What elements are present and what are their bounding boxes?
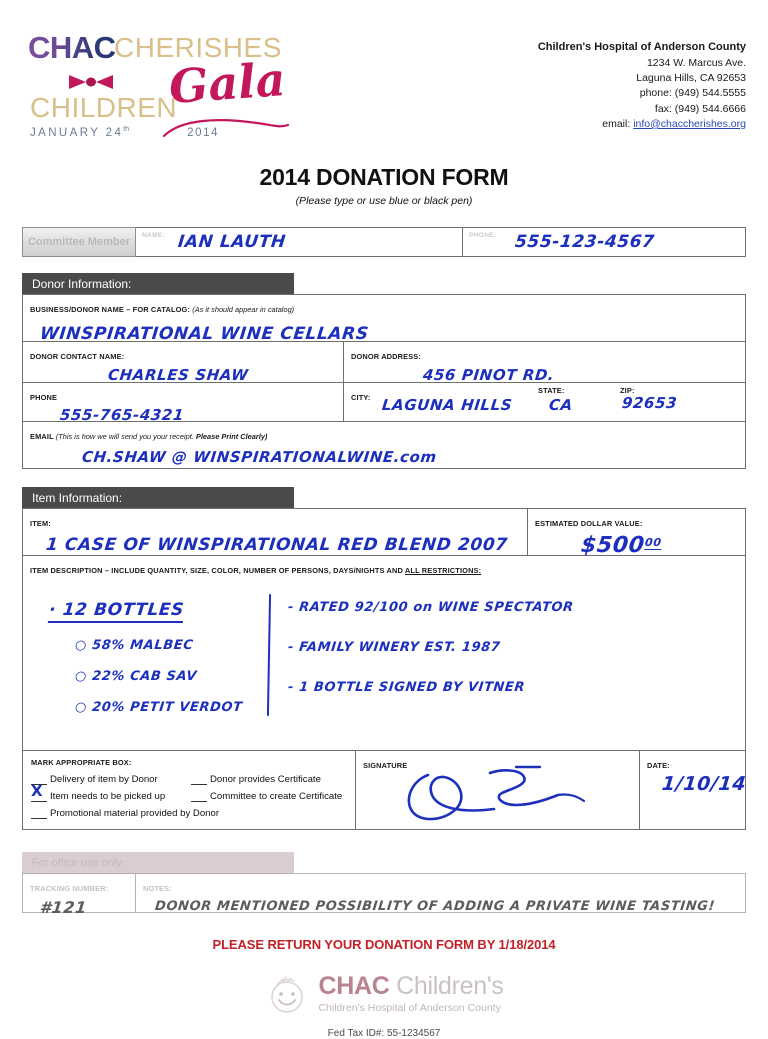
mark-option-committee-creates-certificate[interactable] (191, 791, 342, 802)
tracking-number-label: TRACKING NUMBER: (30, 884, 109, 893)
bowtie-icon (68, 72, 114, 92)
hospital-name: Children's Hospital of Anderson County (537, 41, 746, 53)
donor-zip-value: 92653 (621, 394, 679, 412)
item-description-block (23, 555, 745, 750)
item-name-value: 1 CASE OF WINSPIRATIONAL RED BLEND 2007 (44, 535, 509, 555)
donor-address-value: 456 PINOT RD. (422, 366, 556, 384)
desc-left-item-1: ○ 58% MALBEC (74, 638, 195, 653)
smiley-face-icon (264, 970, 310, 1016)
donor-contact-name-label: DONOR CONTACT NAME: (30, 352, 125, 361)
mark-option-row (31, 782, 355, 802)
committee-phone-label: PHONE: (469, 232, 497, 239)
desc-left-line (75, 636, 242, 654)
logo-date-month: JANUARY 24 (30, 126, 124, 139)
tracking-number-field[interactable] (23, 874, 135, 917)
estimated-value-amount: $500 (579, 533, 646, 558)
logo-children-text: CHILDREN (30, 92, 178, 123)
hospital-street: 1234 W. Marcus Ave. (646, 56, 746, 69)
return-deadline-note: PLEASE RETURN YOUR DONATION FORM BY 1/18/2014 (212, 937, 556, 952)
handwritten-divider-line (267, 594, 271, 716)
donor-email-value: CH.SHAW @ WINSPIRATIONALWINE.com (81, 448, 438, 466)
page-subtitle: (Please type or use blue or black pen) (295, 195, 473, 207)
mark-appropriate-box-group (23, 751, 355, 829)
item-fields-box (22, 508, 746, 830)
office-fields-box (22, 873, 746, 917)
donor-fields-box (22, 294, 746, 469)
donor-email-label-emphasis: Please Print Clearly) (195, 432, 268, 441)
donor-city-value: LAGUNA HILLS (381, 396, 514, 414)
office-notes-value: DONOR MENTIONED POSSIBILITY OF ADDING A PRIVATE WINE TASTING! (154, 899, 716, 914)
hospital-contact-block (538, 30, 746, 132)
office-notes-label: NOTES: (143, 884, 172, 893)
desc-right-item-1: - FAMILY WINERY EST. 1987 (287, 640, 502, 655)
checkbox-slot[interactable] (31, 808, 47, 819)
footer-logo-title (318, 972, 503, 1001)
signature-mark (398, 765, 618, 827)
desc-left-line (49, 600, 242, 623)
chac-gala-logo (22, 30, 288, 139)
checkbox-slot-checked[interactable] (31, 782, 47, 802)
hospital-fax: fax: (949) 544.6666 (654, 102, 746, 115)
fed-tax-id: Fed Tax ID#: 55-1234567 (327, 1028, 441, 1039)
donor-phone-city-row (23, 382, 745, 424)
donor-email-field[interactable] (23, 422, 603, 468)
estimated-value-field[interactable] (527, 509, 745, 558)
mark-signature-date-row (23, 750, 748, 829)
desc-left-line (75, 667, 242, 685)
checkbox-slot[interactable] (191, 774, 207, 785)
tracking-number-value: #121 (39, 898, 88, 917)
committee-name-value: IAN LAUTH (176, 232, 287, 252)
donor-email-row (23, 421, 745, 468)
item-section-header: Item Information: (22, 487, 294, 508)
footer-logo-childrens: Children's (389, 972, 504, 1000)
mark-box-title: MARK APPROPRIATE BOX: (31, 758, 132, 767)
mark-option-label: Promotional material provided by Donor (50, 808, 220, 819)
signature-label: SIGNATURE (363, 761, 408, 770)
committee-name-label: NAME: (142, 232, 166, 239)
estimated-value-label: ESTIMATED DOLLAR VALUE: (535, 519, 643, 528)
donor-state-value: CA (548, 396, 574, 414)
logo-date-year: 2014 (187, 126, 220, 139)
donor-contact-address-row (23, 341, 745, 382)
desc-left-item-0: · 12 BOTTLES (48, 600, 185, 623)
donor-email-label: EMAIL (30, 432, 54, 441)
mark-option-label: Item needs to be picked up (50, 791, 166, 802)
logo-chac-text: CHAC (28, 30, 116, 65)
item-name-label: ITEM: (30, 519, 51, 528)
item-value-row (23, 509, 745, 558)
donor-state-label: STATE: (538, 386, 565, 395)
check-x-mark: X (31, 782, 43, 800)
donor-section-header: Donor Information: (22, 273, 294, 294)
office-notes-field[interactable] (135, 874, 745, 912)
mark-option-label: Donor provides Certificate (210, 774, 321, 785)
committee-phone-field[interactable] (463, 227, 746, 257)
hospital-email-link[interactable]: info@chaccherishes.org (633, 117, 746, 130)
estimated-value-cents: 00 (644, 535, 662, 549)
donor-address-label: DONOR ADDRESS: (351, 352, 421, 361)
logo-gala-text: Gala (167, 52, 288, 114)
hospital-email-label: email: (602, 117, 634, 130)
donor-zip-label: ZIP: (620, 386, 635, 395)
mark-option-item-needs-pickup[interactable] (31, 782, 181, 802)
donor-email-row-spacer (603, 422, 745, 468)
footer-logo-text (318, 972, 503, 1014)
mark-option-label: Delivery of item by Donor (50, 774, 158, 785)
logo-date-ordinal: th (123, 126, 130, 133)
item-description-field[interactable] (23, 578, 745, 750)
committee-name-field[interactable] (136, 227, 463, 257)
donor-city-label: CITY: (351, 393, 371, 402)
footer-logo-subtitle: Children's Hospital of Anderson County (318, 1002, 501, 1014)
mark-option-row (31, 808, 355, 819)
desc-left-line (75, 698, 242, 716)
footer-logo-chac: CHAC (318, 972, 390, 1000)
donor-address-field[interactable] (343, 342, 745, 382)
mark-option-delivery-by-donor[interactable] (31, 774, 181, 785)
logo-date-line (30, 126, 219, 139)
desc-right-line (288, 598, 574, 616)
donor-phone-field[interactable] (23, 383, 343, 424)
checkbox-slot[interactable] (191, 791, 207, 802)
date-value: 1/10/14 (660, 773, 748, 795)
mark-option-row (31, 774, 355, 785)
mark-option-label: Committee to create Certificate (210, 791, 343, 802)
signature-field[interactable] (355, 751, 639, 829)
committee-phone-value: 555-123-4567 (513, 232, 656, 252)
office-row (23, 874, 745, 917)
item-description-right-column (288, 598, 574, 709)
donor-phone-label: PHONE (30, 393, 58, 402)
donor-email-label-hint: (This is how we will send you your receipt. (55, 432, 196, 441)
mark-option-promotional-material[interactable] (31, 808, 219, 819)
desc-right-line (288, 678, 574, 696)
hospital-citystate: Laguna Hills, CA 92653 (636, 72, 746, 85)
date-field[interactable] (639, 751, 748, 829)
item-description-left-column (49, 600, 242, 729)
page-title: 2014 DONATION FORM (259, 164, 509, 190)
office-use-section (22, 852, 746, 917)
business-name-field[interactable] (23, 295, 745, 344)
desc-right-line (288, 638, 574, 656)
desc-right-item-0: - RATED 92/100 on WINE SPECTATOR (287, 600, 575, 615)
item-information-section (22, 487, 746, 830)
committee-member-tag: Committee Member (22, 227, 136, 257)
mark-option-donor-provides-certificate[interactable] (191, 774, 321, 785)
logo-cherishes-text: CHERISHES (114, 32, 282, 63)
business-name-label: BUSINESS/DONOR NAME – FOR CATALOG: (30, 305, 191, 314)
form-title-block (22, 164, 746, 207)
desc-left-item-2: ○ 22% CAB SAV (74, 669, 198, 684)
committee-member-row (22, 227, 746, 257)
donor-city-state-zip-field[interactable] (343, 383, 745, 421)
desc-left-item-3: ○ 20% PETIT VERDOT (74, 700, 244, 715)
business-name-label-hint: (As it should appear in catalog) (192, 305, 295, 314)
item-description-label-row (23, 556, 745, 578)
hospital-email-line (538, 117, 746, 132)
office-section-header: For office use only: (22, 852, 294, 873)
donor-contact-name-value: CHARLES SHAW (107, 366, 250, 384)
page-header (22, 0, 746, 142)
business-name-value: WINSPIRATIONAL WINE CELLARS (38, 324, 370, 344)
date-label: DATE: (647, 761, 670, 770)
item-name-field[interactable] (23, 509, 527, 555)
item-description-label: ITEM DESCRIPTION – INCLUDE QUANTITY, SIZE, COLOR, NUMBER OF PERSONS, DAYS/NIGHTS AND (30, 566, 405, 575)
footer-chac-logo (22, 970, 746, 1016)
donor-contact-name-field[interactable] (23, 342, 343, 382)
item-description-label-restrictions: ALL RESTRICTIONS: (404, 566, 482, 575)
hospital-phone: phone: (949) 544.5555 (639, 87, 746, 100)
donor-information-section (22, 273, 746, 469)
donor-phone-value: 555-765-4321 (59, 406, 185, 424)
desc-right-item-2: - 1 BOTTLE SIGNED BY VITNER (287, 680, 526, 695)
